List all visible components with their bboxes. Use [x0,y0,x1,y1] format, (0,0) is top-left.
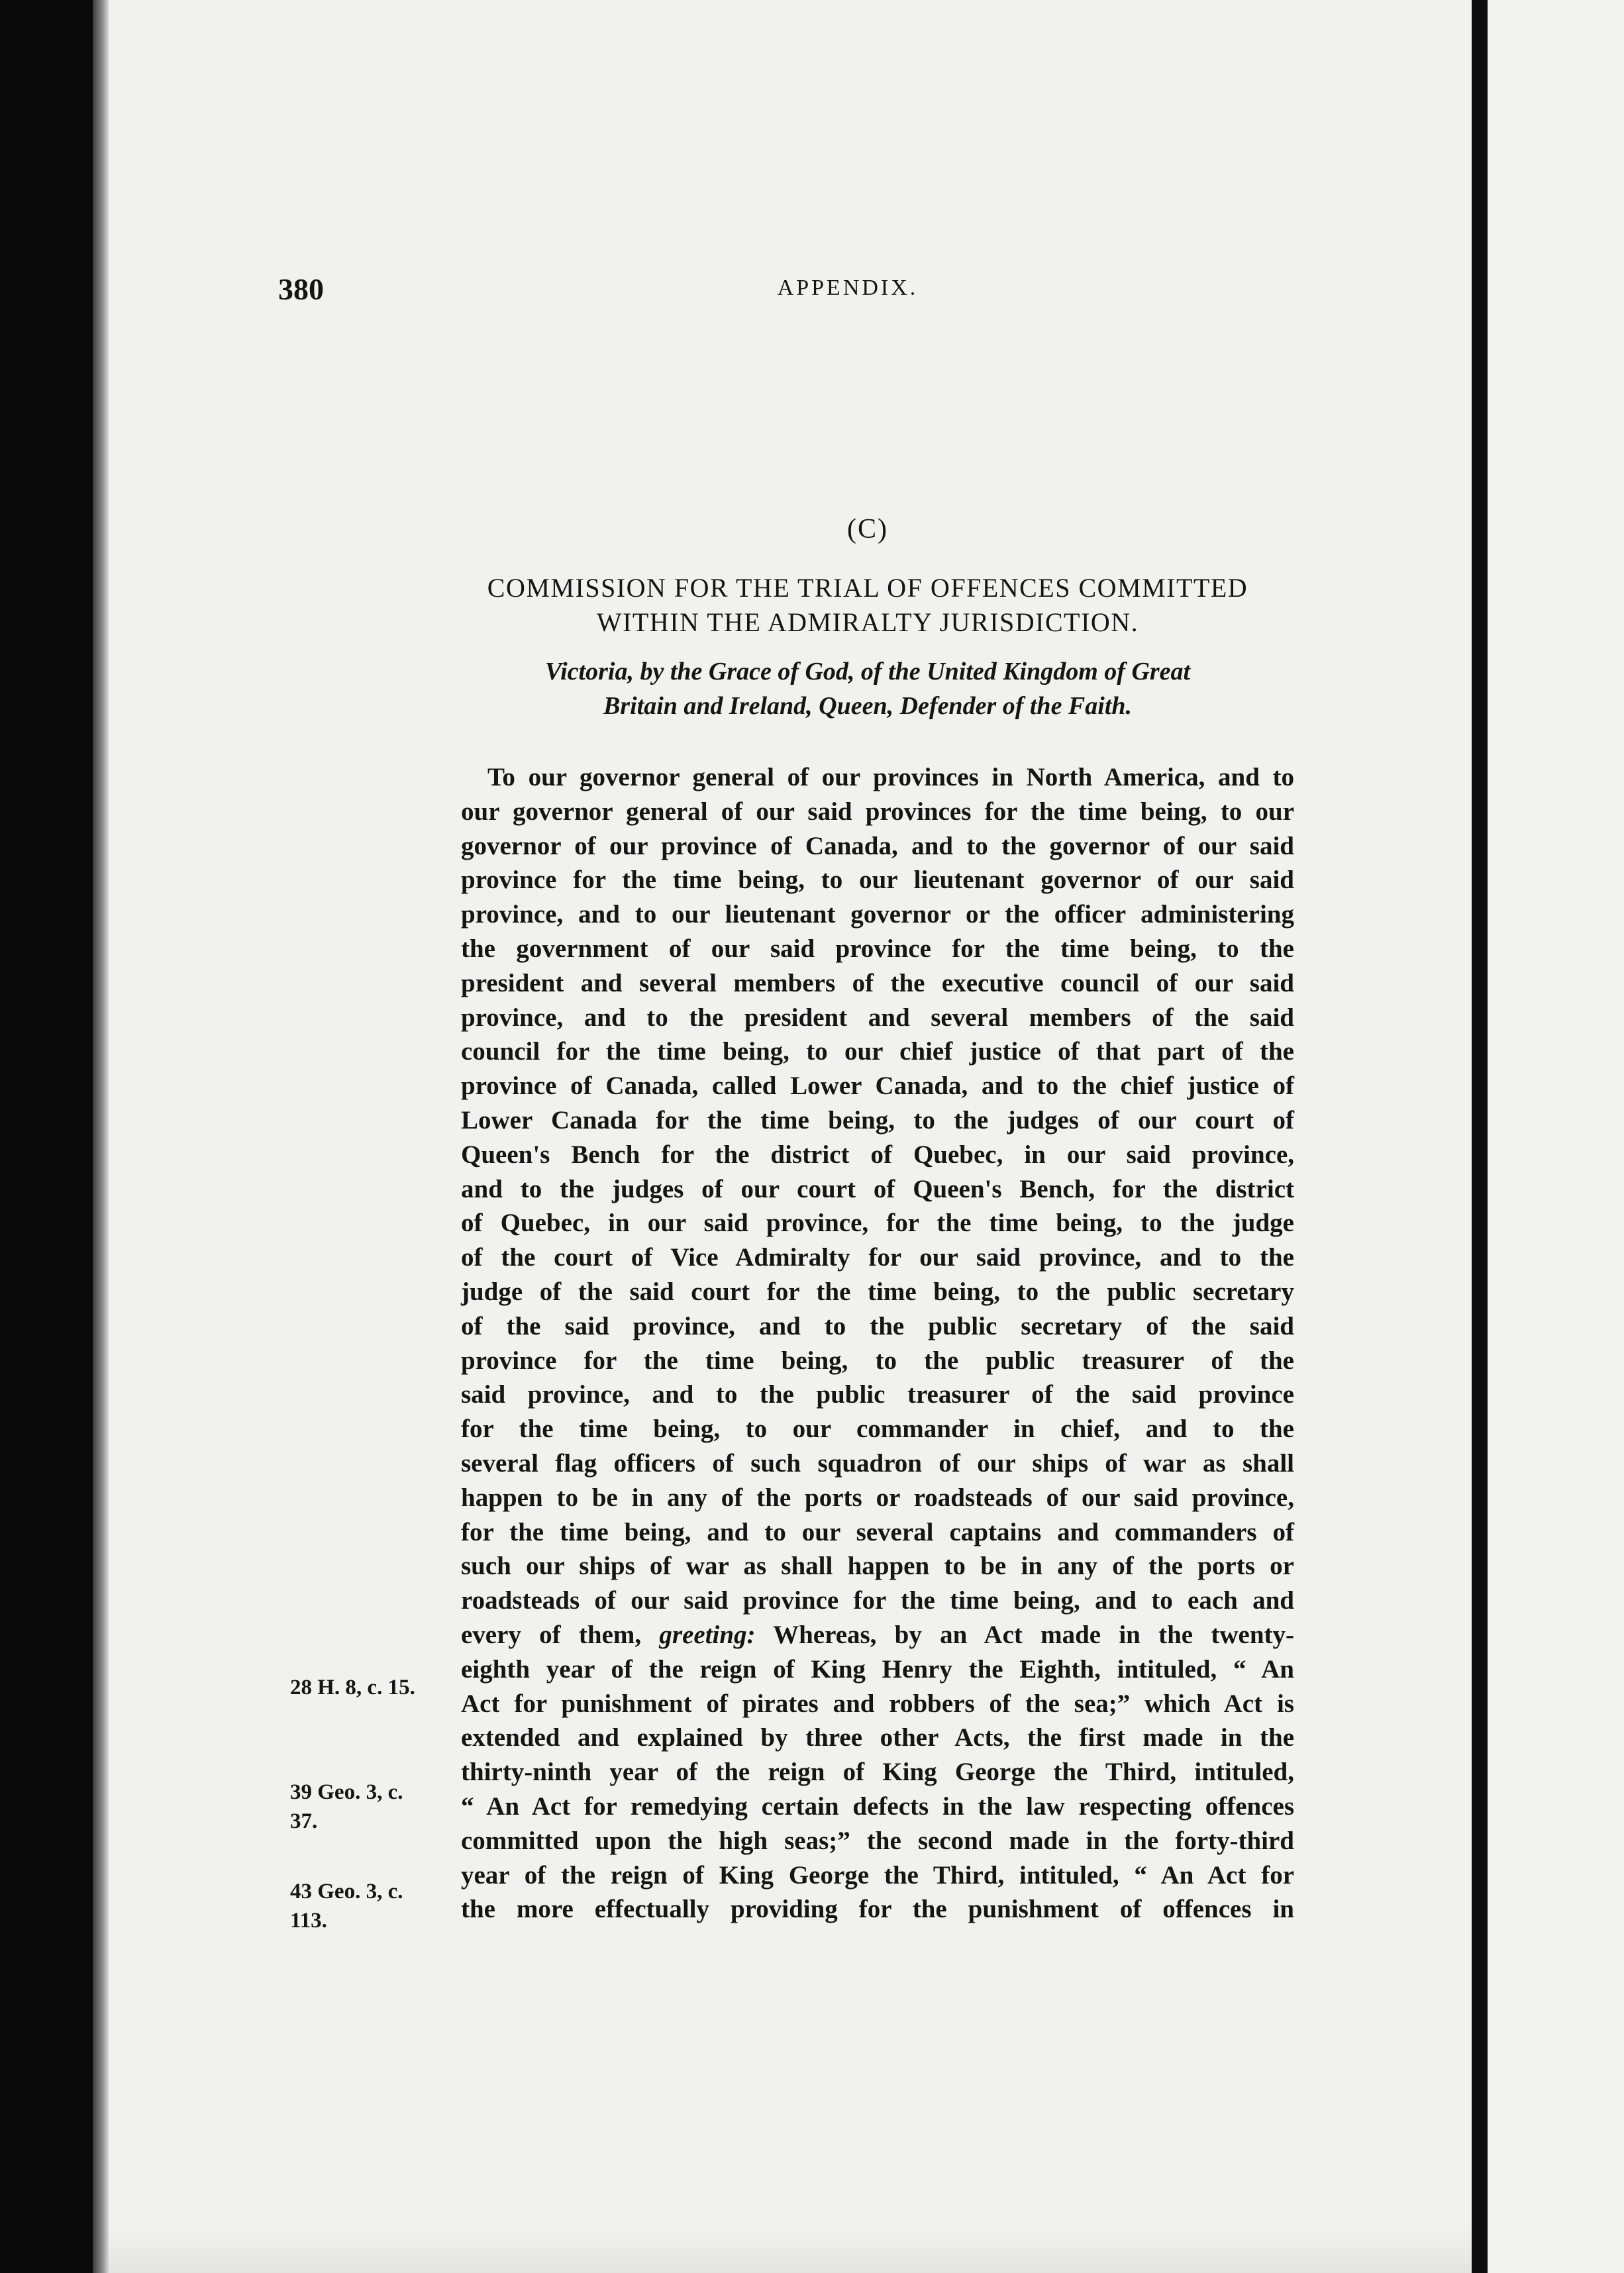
text-line: province for the time being, to our lieutenant governor of our said [461,866,1294,895]
text-line: province, and to the president and several members of the said [461,1003,1294,1032]
text-line: judge of the said court for the time being, to the public secretary [461,1277,1294,1306]
section-title [424,571,1311,640]
page-header [278,272,1311,318]
page-bottom-shade [109,2225,1472,2273]
margin-note-line: 43 Geo. 3, c. [290,1880,403,1903]
greeting-line [461,1618,1294,1652]
title-line: COMMISSION FOR THE TRIAL OF OFFENCES COMMITTED [487,573,1248,603]
text-line: thirty-ninth year of the reign of King George the Third, intituled, [461,1758,1294,1787]
page-number: 380 [278,272,324,306]
text-line: happen to be in any of the ports or roadsteads of our said province, [461,1483,1294,1512]
text-line: for the time being, and to our several captains and commanders of [461,1517,1294,1546]
text-line: president and several members of the executive council of our said [461,968,1294,997]
text-line: our governor general of our said provinces for the time being, to our [461,797,1294,826]
text-line: of the court of Vice Admiralty for our said province, and to the [461,1243,1294,1272]
scan-binding-shadow [93,0,109,2273]
text-line: committed upon the high seas;” the second made in the forty-third [461,1826,1294,1855]
greeting-after: Whereas, by an Act made in the twenty- [773,1620,1294,1649]
text-line: extended and explained by three other Acts, the first made in the [461,1723,1294,1752]
margin-note [290,1673,449,1702]
running-head-text: APPENDIX. [777,276,919,300]
text-line: province for the time being, to the public treasurer of the [461,1346,1294,1375]
text-line: Act for punishment of pirates and robbers of the sea;” which Act is [461,1689,1294,1718]
subtitle-line: Victoria, by the Grace of God, of the United Kingdom of Great [544,658,1191,685]
royal-style-subtitle [457,654,1278,723]
text-line: year of the reign of King George the Third, intituled, “ An Act for [461,1860,1294,1890]
text-line: the more effectually providing for the punishment of offences in [461,1895,1294,1924]
scan-left-edge [0,0,93,2273]
text-line: several flag officers of such squadron of our ships of war as shall [461,1448,1294,1478]
text-line: “ An Act for remedying certain defects in the law respecting offences [461,1792,1294,1821]
greeting-word: greeting: [659,1620,756,1649]
text-line: council for the time being, to our chief justice of that part of the [461,1037,1294,1066]
margin-note-line: 37. [290,1809,318,1833]
text-line: said province, and to the public treasurer of the said province [461,1380,1294,1409]
text-line: eighth year of the reign of King Henry the Eighth, intituled, “ An [461,1654,1294,1684]
text-line: Queen's Bench for the district of Quebec, in our said province, [461,1140,1294,1169]
margin-note-line: 28 H. 8, c. 15. [290,1676,415,1699]
margin-note-line: 113. [290,1909,327,1933]
margin-note [290,1877,449,1935]
margin-note-line: 39 Geo. 3, c. [290,1780,403,1804]
body-text [461,760,1294,1927]
text-line: of Quebec, in our said province, for the time being, to the judge [461,1209,1294,1238]
greeting-before: every of them, [461,1620,642,1649]
text-line: To our governor general of our provinces in North America, and to [487,763,1294,791]
section-label: (C) [847,514,888,544]
text-line: of the said province, and to the public secretary of the said [461,1311,1294,1340]
subtitle-line: Britain and Ireland, Queen, Defender of the Faith. [603,692,1133,720]
text-line: Lower Canada for the time being, to the judges of our court of [461,1105,1294,1135]
text-line: such our ships of war as shall happen to be in any of the ports or [461,1552,1294,1581]
text-line: for the time being, to our commander in chief, and to the [461,1415,1294,1444]
text-line: and to the judges of our court of Queen's Bench, for the district [461,1174,1294,1203]
text-line: roadsteads of our said province for the time being, and to each and [461,1586,1294,1615]
scan-right-gutter [1472,0,1488,2273]
facing-page-edge [1488,0,1624,2273]
title-line: WITHIN THE ADMIRALTY JURISDICTION. [596,607,1139,637]
text-line: the government of our said province for the time being, to the [461,934,1294,963]
text-line: province of Canada, called Lower Canada, and to the chief justice of [461,1072,1294,1101]
text-line: governor of our province of Canada, and to the governor of our said [461,831,1294,860]
running-head [278,276,1311,301]
text-line: province, and to our lieutenant governor or the officer administering [461,900,1294,929]
margin-note [290,1778,449,1836]
